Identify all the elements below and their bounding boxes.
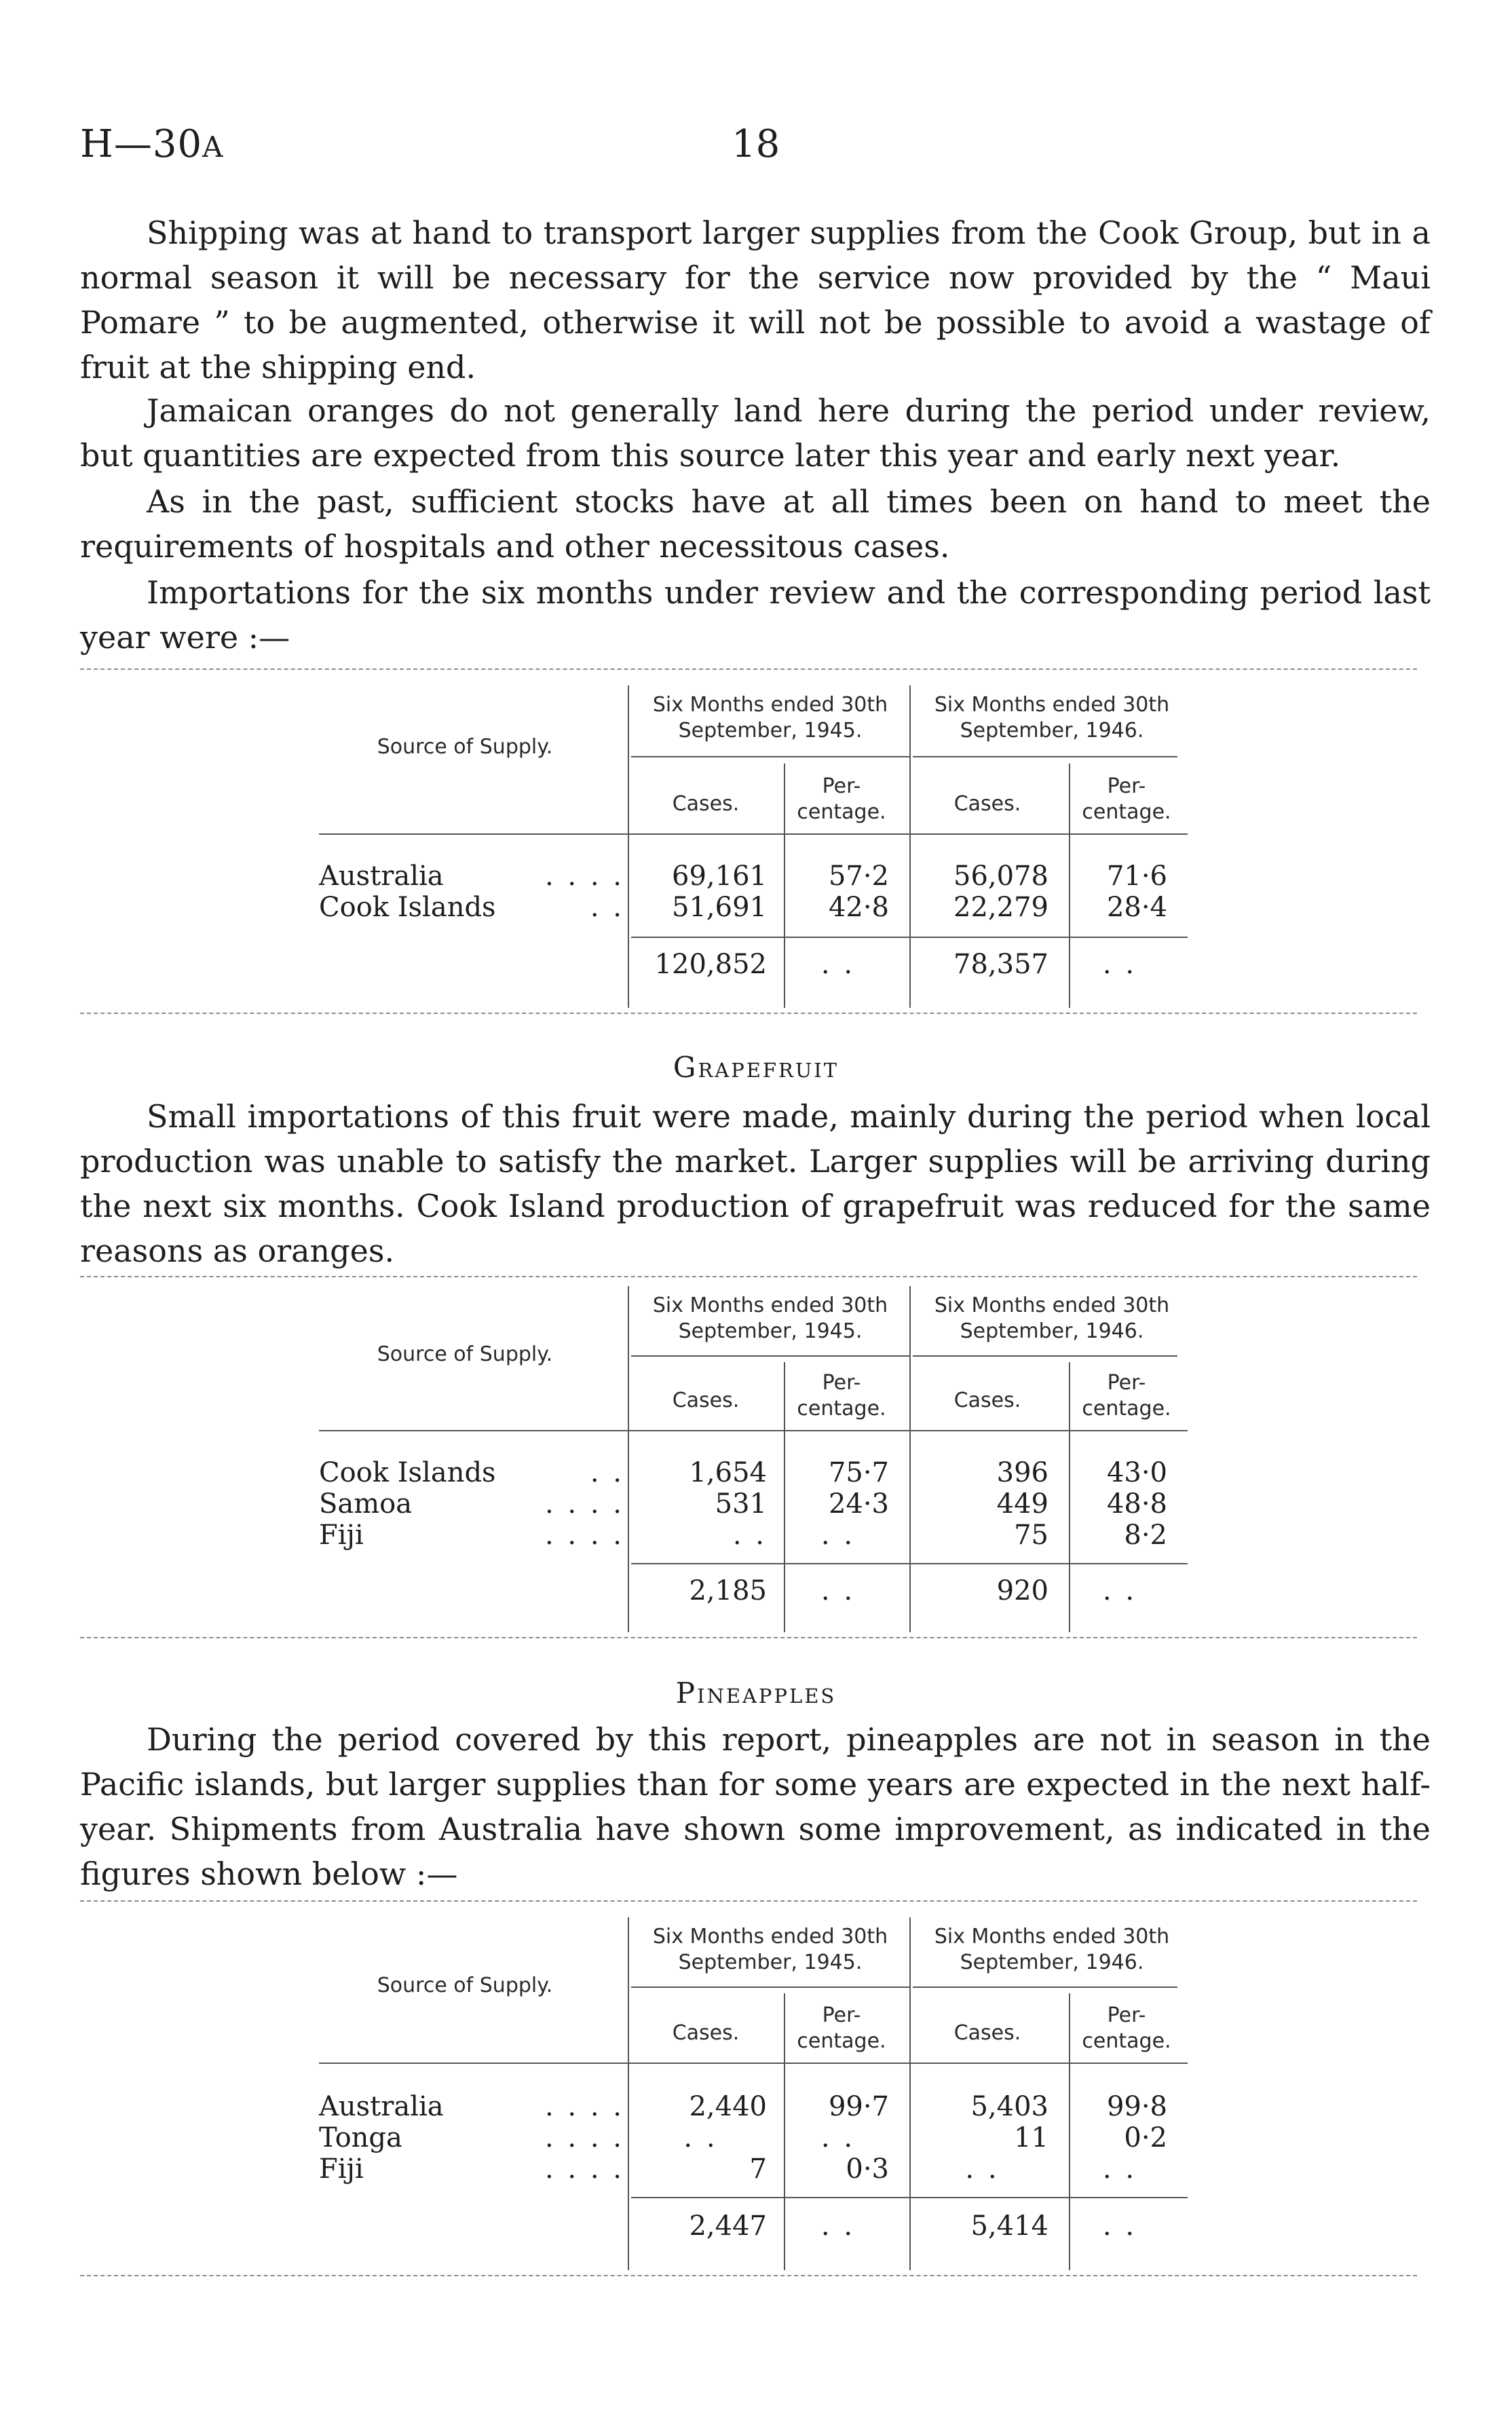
column-divider	[1069, 764, 1070, 1008]
percentage-1946: 0·2	[1124, 2122, 1167, 2153]
total-rule	[631, 2197, 1188, 2198]
percentage-1945: 99·7	[828, 2091, 889, 2122]
percentage-1945: . .	[820, 1520, 856, 1551]
total-cases-1945: 120,852	[654, 949, 767, 980]
cases-1945: 51,691	[672, 892, 767, 923]
total-percentage-1945: . .	[820, 1575, 856, 1606]
paragraph-grapefruit: Small importations of this fruit were made, mainly during the period when local production was unable to satisfy the market. Larger supplies will be arriving during the next six months. Cook Island production of grapefruit was reduced for the same reasons as oranges.	[80, 1098, 1431, 1269]
cases-1945: 7	[749, 2153, 767, 2185]
total-rule	[631, 1563, 1188, 1564]
cases-1946: 56,078	[953, 861, 1048, 892]
column-divider	[909, 685, 911, 1008]
table-row-source: Tonga	[319, 2122, 402, 2153]
cases-1946-header: Cases.	[953, 1389, 1021, 1412]
percentage-1946: 8·2	[1124, 1520, 1167, 1551]
source-of-supply-header: Source of Supply.	[377, 735, 553, 759]
period-1945-header: Six Months ended 30th September, 1945.	[652, 693, 888, 742]
period-1946-header: Six Months ended 30th September, 1946.	[934, 1294, 1170, 1343]
column-divider	[628, 1917, 629, 2270]
paragraph-stocks: As in the past, sufficient stocks have at all times been on hand to meet the requirements of hospitals and other necessitous cases.	[80, 483, 1431, 565]
header-divider	[913, 756, 1177, 757]
percentage-1945-header: Per- centage.	[797, 774, 886, 824]
total-percentage-1946: . .	[1102, 2210, 1137, 2242]
paragraph-jamaican-oranges: Jamaican oranges do not generally land here during the period under review, but quantities are expected from this source later this year and early next year.	[80, 392, 1431, 474]
percentage-1946: 28·4	[1106, 892, 1167, 923]
percentage-1946: 71·6	[1106, 861, 1167, 892]
cases-1945: 531	[715, 1488, 767, 1520]
cases-1946-header: Cases.	[953, 2021, 1021, 2045]
header-divider	[631, 1355, 909, 1357]
total-rule	[631, 937, 1188, 938]
header-divider	[631, 1987, 909, 1988]
column-divider	[784, 1993, 785, 2270]
table-row-source: Australia	[319, 2091, 444, 2122]
leader-dots: . . . .	[544, 861, 624, 892]
column-divider	[909, 1286, 911, 1632]
percentage-1945: . .	[820, 2122, 856, 2153]
table-row-source: Cook Islands	[319, 892, 496, 923]
pineapples-heading: Pineapples	[675, 1676, 837, 1710]
percentage-1946: 48·8	[1106, 1488, 1167, 1520]
cases-1946: . .	[965, 2153, 1000, 2185]
percentage-1946: 99·8	[1106, 2091, 1167, 2122]
table-row-source: Samoa	[319, 1488, 413, 1520]
percentage-1946-header: Per- centage.	[1082, 774, 1171, 824]
cases-1945: 2,440	[689, 2091, 767, 2122]
column-divider	[1069, 1362, 1070, 1632]
paragraph-importations: Importations for the six months under review and the corresponding period last year were :—	[80, 574, 1431, 656]
cases-1945: . .	[683, 2122, 718, 2153]
percentage-1945-header: Per- centage.	[797, 2003, 886, 2053]
grapefruit-heading: Grapefruit	[673, 1051, 839, 1084]
table-rule-bottom	[80, 1637, 1417, 1638]
cases-1945: 69,161	[672, 861, 767, 892]
cases-1946: 449	[996, 1488, 1048, 1520]
percentage-1945: 0·3	[846, 2153, 889, 2185]
header-bottom-rule	[319, 2063, 1188, 2064]
cases-1946: 5,403	[970, 2091, 1048, 2122]
percentage-1945: 42·8	[828, 892, 889, 923]
total-cases-1946: 5,414	[970, 2210, 1048, 2242]
table-row-source: Fiji	[319, 1520, 364, 1551]
percentage-1946-header: Per- centage.	[1082, 2003, 1171, 2053]
total-cases-1946: 78,357	[953, 949, 1048, 980]
total-percentage-1945: . .	[820, 2210, 856, 2242]
document-code: H—30A	[80, 122, 224, 166]
column-divider	[784, 764, 785, 1008]
total-percentage-1945: . .	[820, 949, 856, 980]
source-of-supply-header: Source of Supply.	[377, 1974, 553, 1997]
source-of-supply-header: Source of Supply.	[377, 1342, 553, 1366]
paragraph-shipping: Shipping was at hand to transport larger supplies from the Cook Group, but in a normal season it will be necessary for the service now provided by the “ Maui Pomare ” to be augmented, otherwise it will not be possible to avoid a wastage of fruit at the shipping end.	[80, 214, 1431, 385]
column-divider	[784, 1362, 785, 1632]
leader-dots: . . . .	[544, 2153, 624, 2185]
table-row-source: Fiji	[319, 2153, 364, 2185]
cases-1946: 396	[996, 1457, 1048, 1488]
percentage-1945: 24·3	[828, 1488, 889, 1520]
leader-dots: . . . .	[544, 1520, 624, 1551]
cases-1945-header: Cases.	[672, 1389, 740, 1412]
header-divider	[913, 1355, 1177, 1357]
leader-dots: . . . .	[544, 1488, 624, 1520]
column-divider	[909, 1917, 911, 2270]
table-rule-bottom	[80, 1013, 1417, 1014]
cases-1945: . .	[732, 1520, 767, 1551]
cases-1946-header: Cases.	[953, 792, 1021, 816]
header-bottom-rule	[319, 833, 1188, 835]
column-divider	[1069, 1993, 1070, 2270]
column-divider	[628, 685, 629, 1008]
page-number: 18	[732, 122, 780, 166]
table-rule-top	[80, 1900, 1417, 1902]
leader-dots: . . . .	[544, 2091, 624, 2122]
percentage-1946: 43·0	[1106, 1457, 1167, 1488]
table-rule-top	[80, 1276, 1417, 1277]
period-1945-header: Six Months ended 30th September, 1945.	[652, 1925, 888, 1974]
cases-1945-header: Cases.	[672, 2021, 740, 2045]
leader-dots: . .	[590, 1457, 624, 1488]
percentage-1945: 57·2	[828, 861, 889, 892]
period-1946-header: Six Months ended 30th September, 1946.	[934, 1925, 1170, 1974]
table-row-source: Cook Islands	[319, 1457, 496, 1488]
table-row-source: Australia	[319, 861, 444, 892]
period-1946-header: Six Months ended 30th September, 1946.	[934, 693, 1170, 742]
header-divider	[913, 1987, 1177, 1988]
leader-dots: . . . .	[544, 2122, 624, 2153]
table-rule-bottom	[80, 2275, 1417, 2276]
column-divider	[628, 1286, 629, 1632]
total-percentage-1946: . .	[1102, 949, 1137, 980]
header-divider	[631, 756, 909, 757]
cases-1945: 1,654	[689, 1457, 767, 1488]
paragraph-pineapples: During the period covered by this report, pineapples are not in season in the Pacific islands, but larger supplies than for some years are expected in the next half-year. Shipments from Australia have shown some improvement, as indicated in the figures shown below :—	[80, 1721, 1431, 1892]
total-cases-1945: 2,447	[689, 2210, 767, 2242]
period-1945-header: Six Months ended 30th September, 1945.	[652, 1294, 888, 1343]
cases-1946: 22,279	[953, 892, 1048, 923]
cases-1946: 11	[1014, 2122, 1048, 2153]
total-cases-1945: 2,185	[689, 1575, 767, 1606]
header-bottom-rule	[319, 1430, 1188, 1431]
total-percentage-1946: . .	[1102, 1575, 1137, 1606]
percentage-1946-header: Per- centage.	[1082, 1371, 1171, 1420]
cases-1945-header: Cases.	[672, 792, 740, 816]
total-cases-1946: 920	[996, 1575, 1048, 1606]
percentage-1946: . .	[1102, 2153, 1137, 2185]
percentage-1945-header: Per- centage.	[797, 1371, 886, 1420]
table-rule-top	[80, 669, 1417, 670]
percentage-1945: 75·7	[828, 1457, 889, 1488]
leader-dots: . .	[590, 892, 624, 923]
cases-1946: 75	[1014, 1520, 1048, 1551]
